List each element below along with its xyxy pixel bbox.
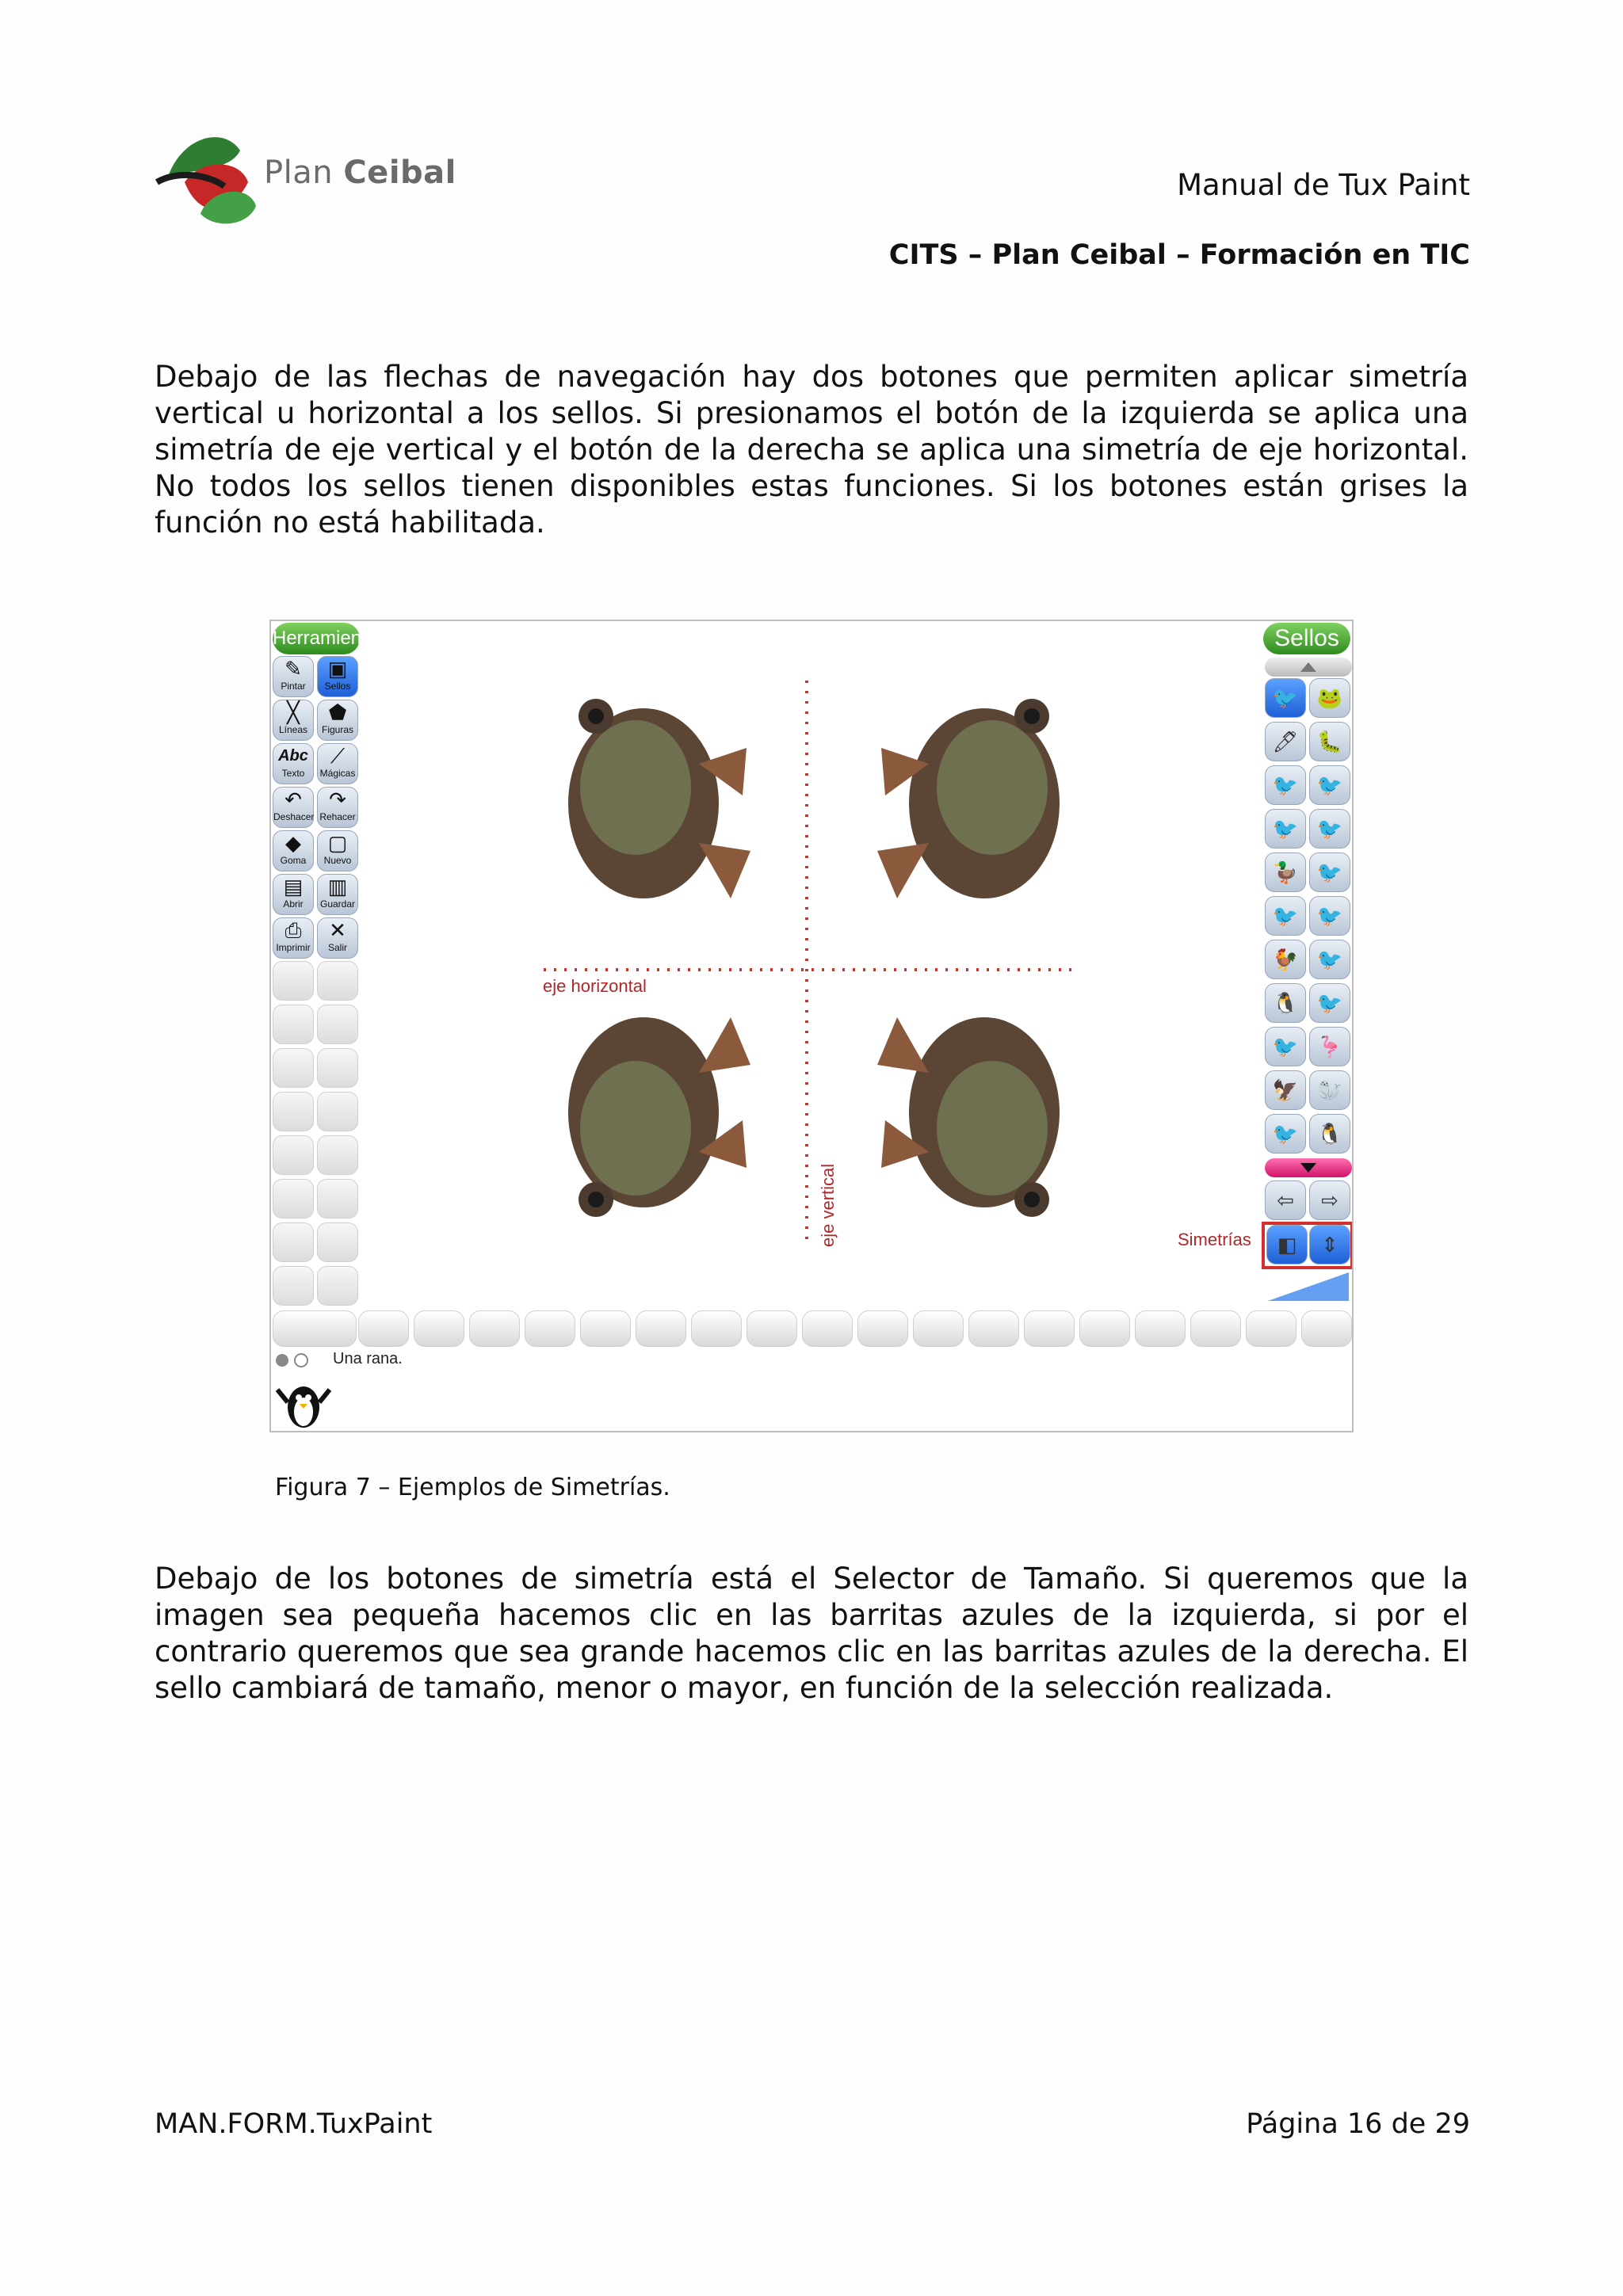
document-subtitle: CITS – Plan Ceibal – Formación en TIC	[888, 239, 1470, 271]
footer-page-number: Página 16 de 29	[1246, 2108, 1470, 2140]
tool-label: Guardar	[319, 898, 356, 910]
next-stamp-button[interactable]	[1309, 1180, 1350, 1220]
animal-stamp-icon: 🐦	[1272, 818, 1299, 841]
animal-stamp-icon: 🐦	[1316, 818, 1343, 841]
animal-stamp-icon: 🐦	[1316, 905, 1343, 929]
color-swatch[interactable]	[525, 1310, 575, 1347]
tool-label: Deshacer	[273, 811, 315, 822]
arrow-right-icon: ⇨	[1321, 1189, 1338, 1213]
eraser-icon: ◆	[285, 831, 301, 855]
color-swatch[interactable]	[273, 1310, 357, 1347]
animal-stamp-icon: 🦆	[1272, 861, 1299, 885]
tool-label: Nuevo	[323, 855, 352, 866]
undo-icon: ↶	[285, 788, 302, 811]
color-swatch[interactable]	[747, 1310, 797, 1347]
animal-stamp-icon: 🐧	[1272, 992, 1299, 1016]
color-swatch[interactable]	[802, 1310, 853, 1347]
tools-title: Herramientas	[273, 623, 360, 654]
shapes-icon: ⬟	[328, 700, 347, 724]
quit-icon: ✕	[329, 918, 346, 942]
status-message: Una rana.	[333, 1350, 403, 1367]
stamps-scroll-up[interactable]	[1265, 658, 1352, 677]
footer-document-code: MAN.FORM.TuxPaint	[155, 2108, 433, 2140]
animal-stamp-icon: 🐦	[1272, 905, 1299, 929]
document-title: Manual de Tux Paint	[1177, 168, 1470, 202]
animal-stamp-icon: 🐦	[1316, 861, 1343, 885]
save-icon: ▥	[327, 875, 348, 898]
color-swatch[interactable]	[1024, 1310, 1075, 1347]
tool-label: Imprimir	[276, 942, 311, 953]
flip-button[interactable]	[1309, 1225, 1350, 1264]
new-icon: ▢	[327, 831, 348, 855]
animal-stamp-icon: 🐦	[1272, 1123, 1299, 1146]
chevron-up-icon	[1265, 658, 1352, 677]
color-swatch[interactable]	[691, 1310, 742, 1347]
tool-label: Goma	[280, 855, 307, 866]
frog-stamp-top-right	[873, 685, 1079, 914]
color-swatch[interactable]	[1246, 1310, 1296, 1347]
arrow-left-icon: ⇦	[1277, 1189, 1294, 1213]
frog-stamp-top-left	[548, 685, 754, 914]
sound-icon[interactable]	[274, 1352, 319, 1369]
flip-icon: ⇕	[1321, 1234, 1338, 1257]
tool-label: Rehacer	[319, 811, 356, 822]
stamps-title: Sellos	[1263, 623, 1350, 654]
axes-overlay	[271, 621, 1354, 1306]
open-icon: ▤	[283, 875, 304, 898]
mirror-icon: ◧	[1277, 1234, 1297, 1257]
tuxpaint-screenshot	[269, 620, 1354, 1432]
animal-stamp-icon: 🐦	[1272, 774, 1299, 798]
tool-label: Sellos	[324, 681, 351, 692]
color-swatch[interactable]	[913, 1310, 964, 1347]
print-icon: ⎙	[285, 918, 302, 942]
tool-label: Abrir	[283, 898, 304, 910]
tool-label: Pintar	[281, 681, 306, 692]
symmetries-label: Simetrías	[1178, 1230, 1251, 1249]
tool-label: Mágicas	[319, 768, 356, 779]
tool-label: Líneas	[278, 724, 308, 735]
stamp-icon: ▣	[327, 657, 348, 681]
color-swatch[interactable]	[469, 1310, 520, 1347]
animal-stamp-icon: 🖊	[1272, 730, 1299, 754]
prev-stamp-button[interactable]	[1265, 1180, 1306, 1220]
animal-stamp-icon: 🐓	[1272, 948, 1299, 972]
color-swatch[interactable]	[1079, 1310, 1130, 1347]
frog-stamp-bottom-left	[548, 1001, 754, 1231]
tool-label: Figuras	[321, 724, 353, 735]
frog-stamp-bottom-right	[873, 1001, 1079, 1231]
color-swatch[interactable]	[1301, 1310, 1352, 1347]
animal-stamp-icon: 🐦	[1272, 1035, 1299, 1059]
redo-icon: ↷	[329, 788, 346, 811]
color-swatch[interactable]	[1190, 1310, 1241, 1347]
animal-stamp-icon: 🦭	[1316, 1079, 1343, 1103]
color-swatch[interactable]	[1135, 1310, 1186, 1347]
animal-stamp-icon: 🦩	[1316, 1035, 1343, 1059]
animal-stamp-icon: 🐦	[1316, 948, 1343, 972]
animal-stamp-icon: 🐛	[1316, 730, 1343, 754]
stamps-scroll-down[interactable]	[1265, 1158, 1352, 1177]
figure-caption: Figura 7 – Ejemplos de Simetrías.	[275, 1474, 670, 1501]
tux-penguin-icon	[276, 1379, 331, 1429]
magic-icon: ⟋	[330, 744, 346, 768]
chevron-down-icon	[1265, 1158, 1352, 1177]
mirror-button[interactable]	[1266, 1225, 1308, 1264]
color-swatch[interactable]	[636, 1310, 686, 1347]
size-selector[interactable]	[1265, 1269, 1352, 1304]
tool-label: Salir	[327, 942, 347, 953]
animal-stamp-icon: 🦅	[1272, 1079, 1299, 1103]
logo-wordmark: Plan Ceibal	[264, 154, 456, 191]
color-swatch[interactable]	[857, 1310, 908, 1347]
color-swatch[interactable]	[414, 1310, 464, 1347]
text-icon: Abc	[278, 747, 308, 765]
vertical-axis-label: eje vertical	[818, 1163, 838, 1247]
color-palette	[271, 1306, 1354, 1350]
lines-icon: ╳	[287, 700, 300, 724]
animal-stamp-icon: 🐸	[1316, 687, 1343, 711]
color-swatch[interactable]	[968, 1310, 1019, 1347]
brush-icon: ✎	[285, 657, 302, 681]
horizontal-axis-label: eje horizontal	[543, 976, 647, 996]
animal-stamp-icon: 🐦	[1272, 687, 1299, 711]
animal-stamp-icon: 🐧	[1316, 1123, 1343, 1146]
animal-stamp-icon: 🐦	[1316, 774, 1343, 798]
color-swatch[interactable]	[580, 1310, 631, 1347]
paragraph-symmetry: Debajo de las flechas de navegación hay dos botones que permiten aplicar simetría vertical u horizontal a los sellos. Si presionamos el botón de la izquierda se aplica una simetría de eje vertical y el botón de la derecha se aplica una simetría de eje horizontal. No todos los sellos tienen disponibles estas funciones. Si los botones están grises la función no está habilitada.	[155, 360, 1468, 540]
tool-label: Texto	[281, 768, 305, 779]
animal-stamp-icon: 🐦	[1316, 992, 1343, 1016]
paragraph-size-selector: Debajo de los botones de simetría está el Selector de Tamaño. Si queremos que la imagen sea pequeña hacemos clic en las barritas azules de la izquierda, si por el contrario queremos que sea grande hacemos clic en las barritas azules de la derecha. El sello cambiará de tamaño, menor o mayor, en función de la selección realizada.	[155, 1562, 1468, 1705]
color-swatch[interactable]	[358, 1310, 409, 1347]
